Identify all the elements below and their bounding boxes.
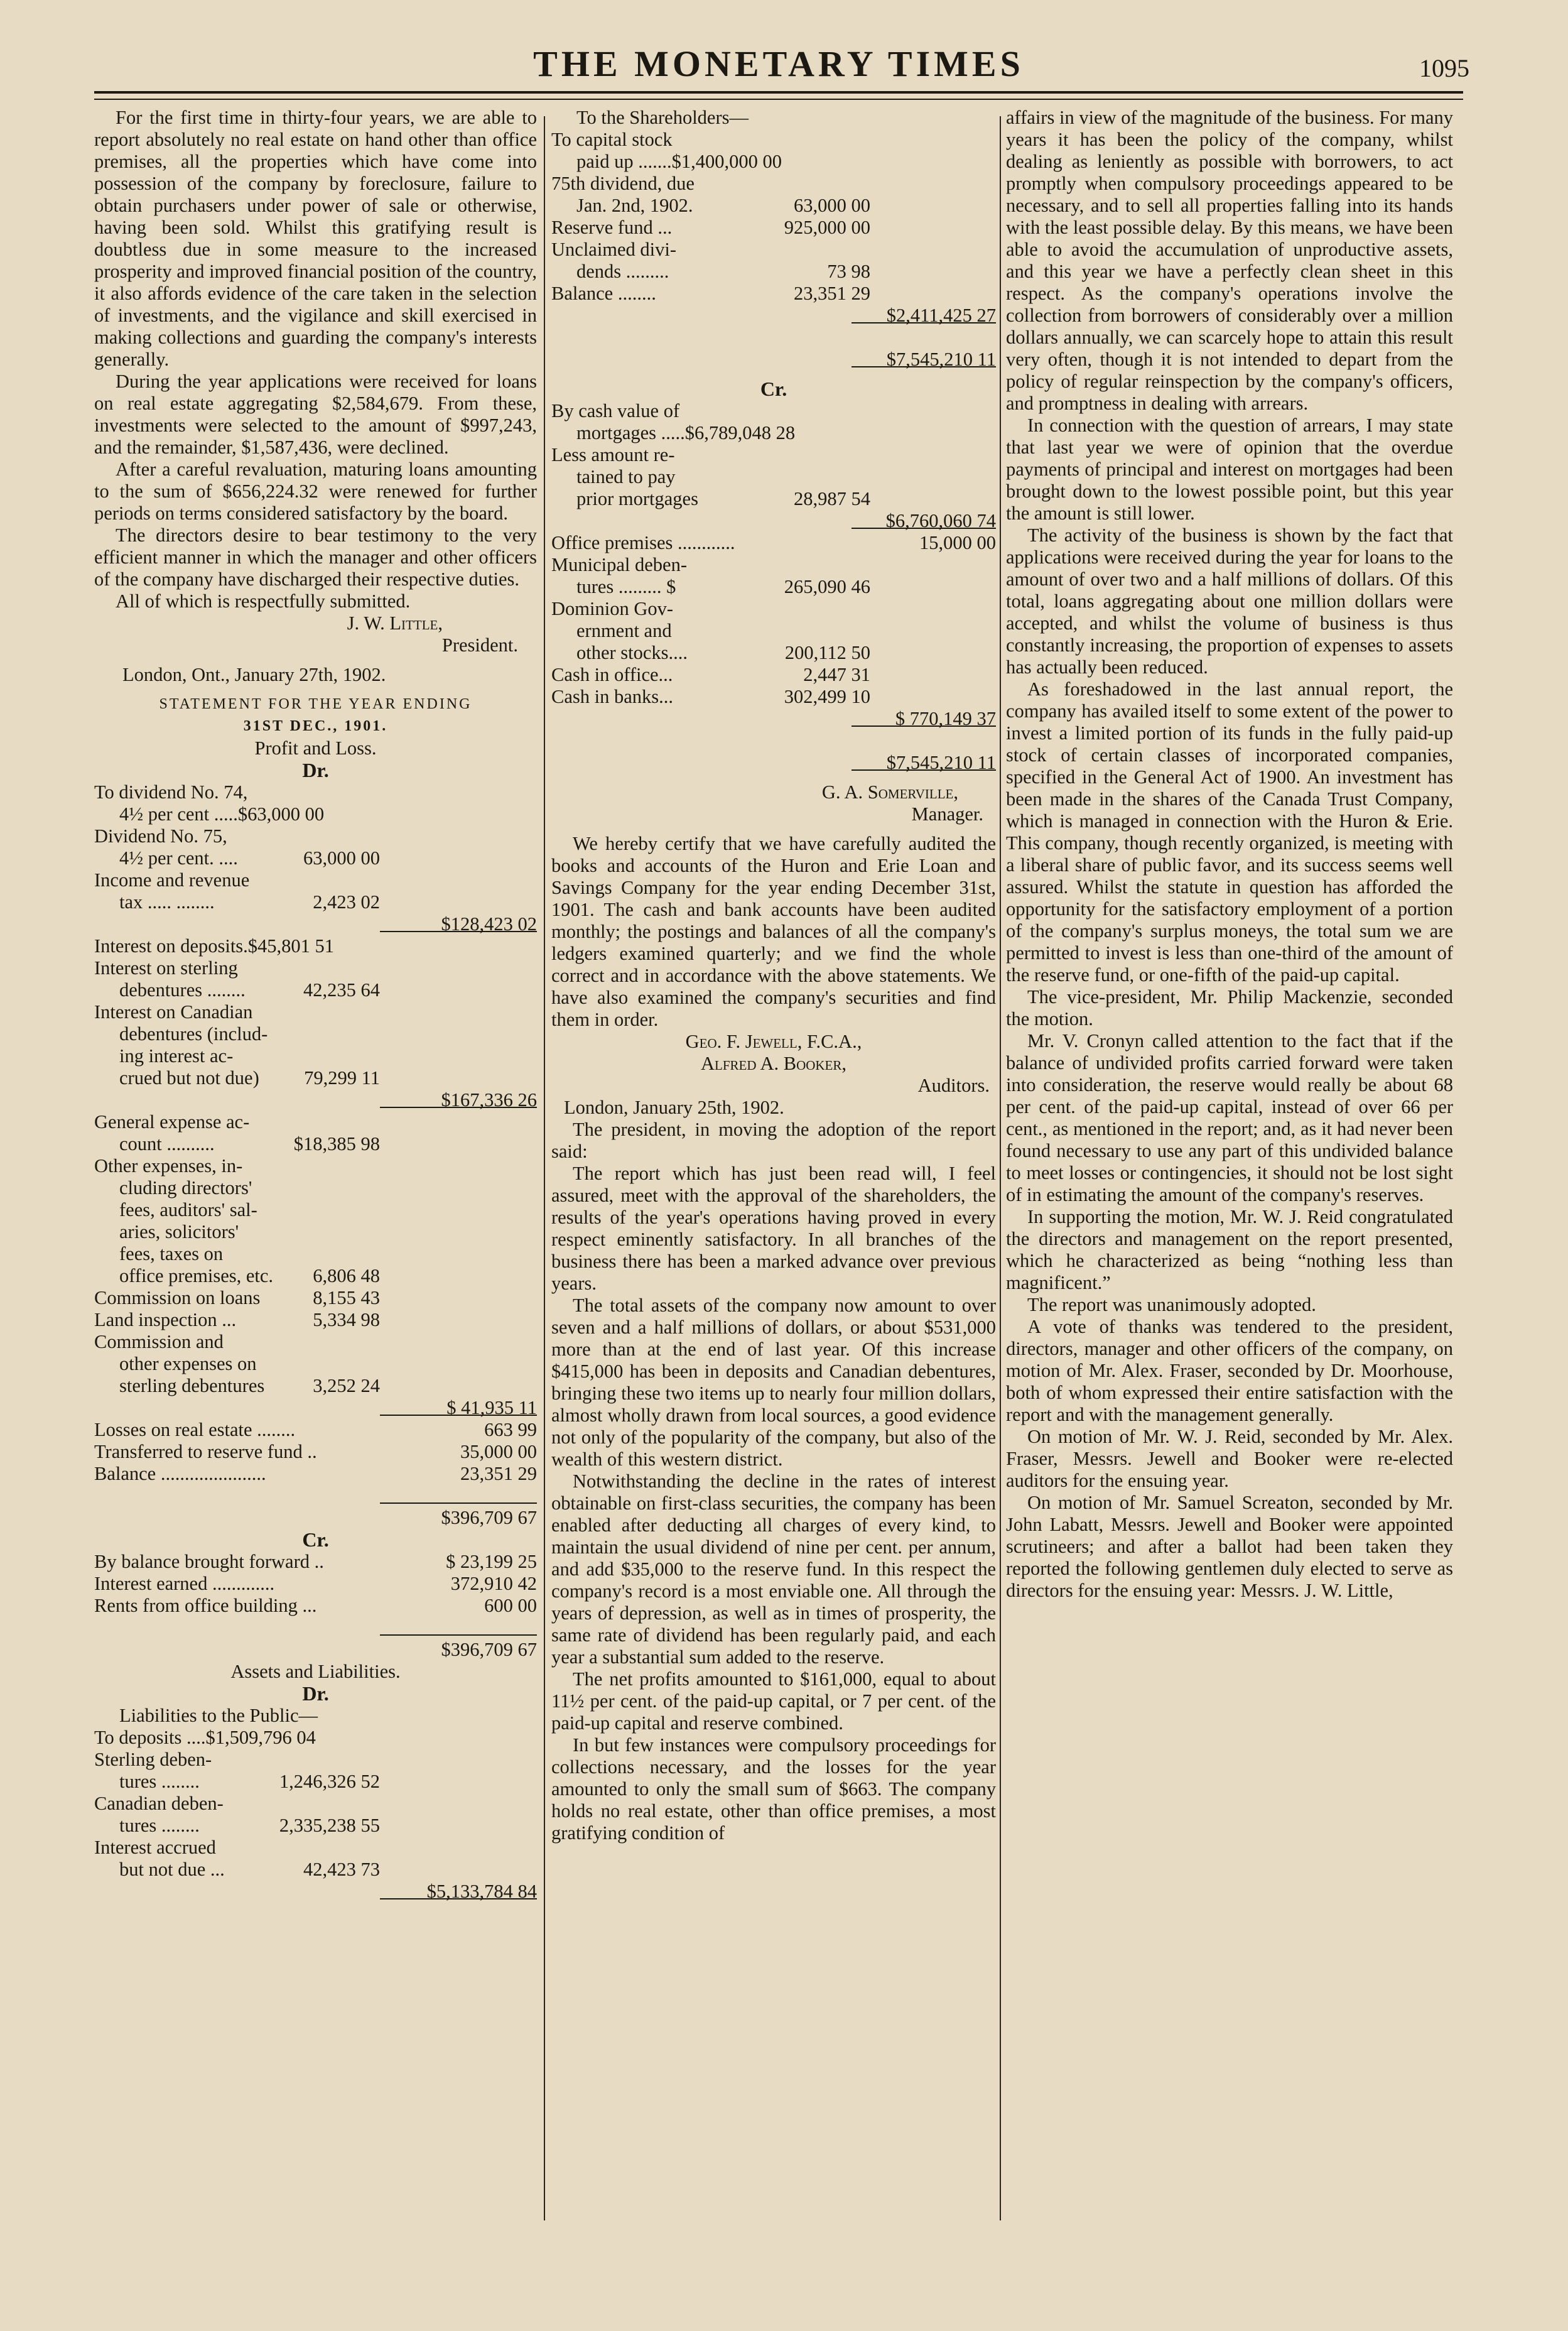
signature-title: President. xyxy=(441,634,518,656)
dateline: London, January 25th, 1902. xyxy=(564,1097,784,1118)
paragraph: During the year applications were received for loans on real estate aggregating $2,584,679. From these, investments were selected to the amount of $997,243, and the remainder, $1,587,436, were declined. xyxy=(94,371,537,458)
ledger-line xyxy=(551,173,996,195)
credit-heading: Cr. xyxy=(302,1528,329,1551)
ledger-label: Income and revenue xyxy=(94,869,250,891)
ledger-label: prior mortgages xyxy=(576,488,698,509)
ledger-line xyxy=(551,151,996,173)
ledger-line xyxy=(94,1419,537,1441)
ledger-label: 4½ per cent. .... xyxy=(119,847,238,869)
ledger-label: dends ......... xyxy=(576,261,669,282)
ledger-label: Unclaimed divi- xyxy=(551,239,677,260)
paragraph: For the first time in thirty-four years, we are able to report absolutely no real estate on hand other than office premises, all the properties which have come into possession of the company by foreclosure, failure to obtain purchasers under power of sale or otherwise, having been sold. Whilst this gratifying result is doubtless due in some measure to the increased prosperity and improved financial position of the country, it also affords evidence of the care taken in the selection of investments, and the vigilance and skill exercised in making collections and guarding the company's interests generally. xyxy=(94,107,537,370)
paragraph: In supporting the motion, Mr. W. J. Reid congratulated the directors and management on the report presented, which he characterized as being “nothing less than magnificent.” xyxy=(1006,1206,1453,1293)
ledger-line xyxy=(94,935,537,957)
ledger-label: By cash value of xyxy=(551,400,680,421)
ledger-line xyxy=(94,869,537,891)
ledger-amount: 8,155 43 xyxy=(313,1287,380,1308)
ledger-label: ernment and xyxy=(576,620,672,641)
debit-heading: Dr. xyxy=(302,759,329,781)
ledger-amount: 63,000 00 xyxy=(303,847,380,869)
ledger-label: 75th dividend, due xyxy=(551,173,695,194)
ledger-line xyxy=(551,239,996,261)
ledger-label: tained to pay xyxy=(576,466,676,487)
section-title: Assets and Liabilities. xyxy=(230,1661,401,1682)
ledger-line xyxy=(551,400,996,422)
paragraph: The report was unanimously adopted. xyxy=(1027,1294,1316,1315)
ledger-total: $5,133,784 84 xyxy=(426,1881,537,1902)
ledger-label: Other expenses, in- xyxy=(94,1155,243,1176)
ledger-label: mortgages .....$6,789,048 28 xyxy=(576,422,796,443)
header-rule xyxy=(94,91,1463,94)
ledger-line xyxy=(551,708,996,730)
paragraph: In connection with the question of arrears, I may state that last year we were of opinion that the overdue payments of principal and interest on mortgages had been brought down to the lowest possible point, but this year the amount is still lower. xyxy=(1006,415,1453,524)
section-title: Profit and Loss. xyxy=(254,737,377,759)
statement-date: 31ST DEC., 1901. xyxy=(243,718,388,734)
ledger-line xyxy=(94,1309,537,1331)
ledger-label: Municipal deben- xyxy=(551,554,687,575)
ledger-label: Canadian deben- xyxy=(94,1793,224,1814)
ledger-line xyxy=(94,1265,537,1287)
ledger-label: General expense ac- xyxy=(94,1111,250,1133)
ledger-amount: 265,090 46 xyxy=(784,576,870,597)
ledger-label: debentures ........ xyxy=(119,979,246,1001)
ledger-line xyxy=(551,620,996,642)
auditor-name: Geo. F. Jewell, F.C.A., xyxy=(685,1031,862,1052)
ledger-label: Balance ...................... xyxy=(94,1463,266,1484)
ledger-line xyxy=(94,781,537,803)
ledger-label: tax ..... ........ xyxy=(119,891,215,913)
debit-heading: Dr. xyxy=(302,1682,329,1705)
ledger-line xyxy=(551,576,996,598)
ledger-line xyxy=(94,979,537,1001)
ledger-total: $ 770,149 37 xyxy=(895,708,996,729)
paragraph: As foreshadowed in the last annual report, the company has availed itself to some extent of the power to invest a limited portion of its funds in the fully paid-up stock of certain classes of incorporated companies, specified in the General Act of 1900. An investment has been made in the shares of the Canada Trust Company, which is managed in connection with the Huron & Erie. This company, though recently organized, is meeting with a liberal share of public favor, and its success seems well assured. Whilst the statute in question has afforded the opportunity for the satisfactory employment of a portion of the company's surplus moneys, the total sum we are permitted to invest is less than one-third of the amount of the reserve fund, or one-fifth of the paid-up capital. xyxy=(1006,678,1453,986)
ledger-line xyxy=(551,444,996,466)
ledger-total: 663 99 xyxy=(484,1419,537,1440)
ledger-label: Rents from office building ... xyxy=(94,1595,317,1616)
ledger-line xyxy=(94,847,537,869)
ledger-line xyxy=(551,730,996,752)
ledger-total: $167,336 26 xyxy=(441,1089,537,1111)
ledger-label: Jan. 2nd, 1902. xyxy=(576,195,693,216)
ledger-line xyxy=(94,1089,537,1111)
ledger-label: To dividend No. 74, xyxy=(94,781,248,803)
ledger-label: sterling debentures xyxy=(119,1375,265,1396)
ledger-line xyxy=(94,1551,537,1573)
ledger-label: cluding directors' xyxy=(119,1177,252,1198)
ledger-amount: 42,235 64 xyxy=(303,979,380,1001)
ledger-line xyxy=(551,642,996,664)
ledger-line xyxy=(94,1793,537,1815)
ledger-line xyxy=(551,554,996,576)
ledger-label: Sterling deben- xyxy=(94,1749,212,1770)
paragraph: A vote of thanks was tendered to the president, directors, manager and other officers of the company, on motion of Mr. Alex. Fraser, seconded by Dr. Moorhouse, both of whom expressed their entire satisfaction with the report and with the management generally. xyxy=(1006,1316,1453,1425)
paragraph: All of which is respectfully submitted. xyxy=(116,590,411,612)
ledger-total: $7,545,210 11 xyxy=(886,752,996,773)
paragraph: On motion of Mr. W. J. Reid, seconded by Mr. Alex. Fraser, Messrs. Jewell and Booker were re-elected auditors for the ensuing year. xyxy=(1006,1426,1453,1491)
ledger-total: $ 23,199 25 xyxy=(446,1551,537,1572)
ledger-total: 23,351 29 xyxy=(460,1463,537,1484)
ledger-total: $396,709 67 xyxy=(441,1507,537,1528)
ledger-line xyxy=(94,913,537,935)
auditors-label: Auditors. xyxy=(917,1075,990,1096)
paragraph: On motion of Mr. Samuel Screaton, seconded by Mr. John Labatt, Messrs. Jewell and Booker were appointed scrutineers; and after a ballot had been taken they reported the following gentlemen duly elected to serve as directors for the ensuing year: Messrs. J. W. Little, xyxy=(1006,1492,1453,1601)
ledger-label: ing interest ac- xyxy=(119,1045,234,1067)
ledger-line xyxy=(551,349,996,371)
ledger-line xyxy=(94,1441,537,1463)
paragraph: The report which has just been read will, I feel assured, meet with the approval of the shareholders, the results of the year's operations having proved in every respect eminently satisfactory. In all branches of the business there has been a marked advance over previous years. xyxy=(551,1163,996,1294)
ledger-label: Dominion Gov- xyxy=(551,598,674,619)
ledger-line xyxy=(94,825,537,847)
ledger-table xyxy=(94,1551,537,1661)
ledger-line xyxy=(94,1133,537,1155)
paragraph: The vice-president, Mr. Philip Mackenzie, seconded the motion. xyxy=(1006,986,1453,1030)
ledger-amount: $18,385 98 xyxy=(293,1133,380,1155)
column-1 xyxy=(94,107,537,1903)
ledger-total: $396,709 67 xyxy=(441,1639,537,1660)
paragraph: After a careful revaluation, maturing loans amounting to the sum of $656,224.32 were renewed for further periods on terms considered satisfactory by the board. xyxy=(94,459,537,524)
ledger-amount: 1,246,326 52 xyxy=(279,1771,380,1792)
ledger-line xyxy=(94,1705,537,1727)
ledger-amount: 5,334 98 xyxy=(313,1309,380,1330)
ledger-label: other stocks.... xyxy=(576,642,688,663)
ledger-label: Cash in banks... xyxy=(551,686,674,707)
ledger-line xyxy=(551,686,996,708)
ledger-amount: 6,806 48 xyxy=(313,1265,380,1286)
ledger-table xyxy=(551,400,996,774)
ledger-label: Liabilities to the Public— xyxy=(119,1705,318,1726)
ledger-line xyxy=(551,466,996,488)
ledger-label: By balance brought forward .. xyxy=(94,1551,324,1572)
ledger-table xyxy=(551,107,996,371)
ledger-line xyxy=(551,327,996,349)
masthead: THE MONETARY TIMES xyxy=(533,43,1024,84)
ledger-line xyxy=(94,1639,537,1661)
ledger-label: aries, solicitors' xyxy=(119,1221,239,1242)
ledger-line xyxy=(94,1067,537,1089)
ledger-line xyxy=(94,1617,537,1639)
ledger-line xyxy=(94,1023,537,1045)
ledger-label: tures ........ xyxy=(119,1815,200,1836)
paragraph: The president, in moving the adoption of the report said: xyxy=(551,1119,996,1162)
ledger-label: Interest on sterling xyxy=(94,957,238,979)
ledger-label: Less amount re- xyxy=(551,444,675,465)
page-header xyxy=(94,31,1469,107)
ledger-line xyxy=(551,283,996,305)
ledger-label: Dividend No. 75, xyxy=(94,825,227,847)
ledger-line xyxy=(94,1881,537,1903)
ledger-line xyxy=(94,1353,537,1375)
ledger-line xyxy=(94,1221,537,1243)
ledger-amount: 73 98 xyxy=(827,261,870,282)
ledger-label: fees, auditors' sal- xyxy=(119,1199,257,1220)
ledger-line xyxy=(94,1507,537,1529)
ledger-amount: 302,499 10 xyxy=(784,686,870,707)
paragraph: Mr. V. Cronyn called attention to the fact that if the balance of undivided profits carried forward were taken into consideration, the reserve would really be about 68 per cent. of the paid-up capital, instead of over 66 per cent., as mentioned in the report; and, as it had never been found necessary to use any part of this undivided balance to meet losses or contingencies, it should not be lost sight of in estimating the amount of the company's reserves. xyxy=(1006,1030,1453,1205)
ledger-amount: 28,987 54 xyxy=(794,488,870,509)
credit-heading: Cr. xyxy=(760,378,787,400)
ledger-total: $6,760,060 74 xyxy=(885,510,996,531)
ledger-total: $ 41,935 11 xyxy=(446,1397,537,1418)
ledger-amount: 2,447 31 xyxy=(803,664,870,685)
page-number: 1095 xyxy=(1419,54,1469,82)
ledger-line xyxy=(94,1727,537,1749)
ledger-line xyxy=(551,261,996,283)
ledger-amount: 200,112 50 xyxy=(784,642,870,663)
ledger-line xyxy=(551,532,996,554)
ledger-amount: 42,423 73 xyxy=(303,1859,380,1880)
ledger-line xyxy=(551,217,996,239)
ledger-total: $7,545,210 11 xyxy=(886,349,996,370)
ledger-line xyxy=(551,305,996,327)
ledger-label: Office premises ............ xyxy=(551,532,735,553)
ledger-label: other expenses on xyxy=(119,1353,257,1374)
ledger-amount: 79,299 11 xyxy=(304,1067,380,1089)
paragraph: The activity of the business is shown by the fact that applications were received during the year for loans to the amount of over two and a half millions of dollars. Of this total, loans aggregating about one million dollars were accepted, and whilst the volume of business is thus constantly increasing, the proportion of expenses to assets has actually been reduced. xyxy=(1006,524,1453,678)
ledger-label: To deposits ....$1,509,796 04 xyxy=(94,1727,316,1748)
column-divider xyxy=(544,116,545,2220)
total-rule xyxy=(380,1502,537,1504)
ledger-line xyxy=(94,1177,537,1199)
ledger-label: Commission on loans xyxy=(94,1287,261,1308)
manager-title: Manager. xyxy=(911,803,983,825)
ledger-line xyxy=(551,488,996,510)
ledger-line xyxy=(94,891,537,913)
ledger-label: Interest on Canadian xyxy=(94,1001,253,1023)
auditor-name: Alfred A. Booker, xyxy=(700,1053,847,1074)
column-divider xyxy=(1000,116,1001,2220)
ledger-line xyxy=(551,510,996,532)
ledger-total: 15,000 00 xyxy=(919,532,996,553)
dateline: London, Ont., January 27th, 1902. xyxy=(122,664,386,685)
ledger-total: $2,411,425 27 xyxy=(886,305,996,326)
ledger-total: 372,910 42 xyxy=(450,1573,537,1594)
column-2 xyxy=(551,107,996,1844)
ledger-label: Cash in office... xyxy=(551,664,673,685)
ledger-label: Land inspection ... xyxy=(94,1309,237,1330)
ledger-label: Interest earned ............. xyxy=(94,1573,275,1594)
ledger-amount: 63,000 00 xyxy=(794,195,870,216)
ledger-line xyxy=(551,107,996,129)
ledger-label: crued but not due) xyxy=(119,1067,259,1089)
paragraph: In but few instances were compulsory proceedings for collections necessary, and the losses for the year amounted to only the small sum of $663. The company holds no real estate, other than office premises, a most gratifying condition of xyxy=(551,1734,996,1844)
column-3 xyxy=(1006,107,1453,1602)
ledger-total: 35,000 00 xyxy=(460,1441,537,1462)
paragraph: We hereby certify that we have carefully audited the books and accounts of the Huron and Erie Loan and Savings Company for the year ending December 31st, 1901. The cash and bank accounts have been audited monthly; the postings and balances of all the company's ledgers examined quarterly; and we find the whole correct and in accordance with the above statements. We have also examined the company's securities and find them in order. xyxy=(551,833,996,1030)
signature-name: J. W. Little, xyxy=(347,612,443,634)
ledger-line xyxy=(94,1859,537,1881)
ledger-line xyxy=(94,1199,537,1221)
manager-name: G. A. Somerville, xyxy=(821,781,958,803)
ledger-line xyxy=(551,422,996,444)
ledger-line xyxy=(94,1815,537,1837)
ledger-line xyxy=(94,803,537,825)
ledger-label: To capital stock xyxy=(551,129,673,150)
ledger-label: tures ........ xyxy=(119,1771,200,1792)
ledger-line xyxy=(94,1595,537,1617)
ledger-line xyxy=(94,1485,537,1507)
paragraph: Notwithstanding the decline in the rates of interest obtainable on first-class securities, the company has been enabled after deducting all charges of every kind, to maintain the usual dividend of nine per cent. per annum, and add $35,000 to the reserve fund. In this respect the company's record is a most enviable one. All through the years of depression, as well as in times of prosperity, the same rate of dividend has been regularly paid, and each year a substantial sum added to the reserve. xyxy=(551,1470,996,1668)
ledger-line xyxy=(94,1243,537,1265)
ledger-label: 4½ per cent .....$63,000 00 xyxy=(119,803,325,825)
ledger-label: Interest on deposits.$45,801 51 xyxy=(94,935,335,957)
ledger-line xyxy=(551,195,996,217)
header-rule-thin xyxy=(94,99,1463,100)
ledger-amount: 2,335,238 55 xyxy=(279,1815,380,1836)
ledger-table xyxy=(94,1705,537,1903)
ledger-line xyxy=(94,1045,537,1067)
ledger-line xyxy=(94,1287,537,1309)
ledger-label: Interest accrued xyxy=(94,1837,216,1858)
ledger-amount: 3,252 24 xyxy=(313,1375,380,1396)
ledger-label: Commission and xyxy=(94,1331,224,1352)
ledger-label: Transferred to reserve fund .. xyxy=(94,1441,317,1462)
statement-title: STATEMENT FOR THE YEAR ENDING xyxy=(159,696,472,712)
ledger-line xyxy=(94,1397,537,1419)
ledger-amount: 925,000 00 xyxy=(784,217,870,238)
paragraph: affairs in view of the magnitude of the business. For many years it has been the policy of the company, whilst dealing as leniently as possible with borrowers, to act promptly when compulsory proceedings appeared to be necessary, and to sell all properties falling into its hands with the least possible delay. By this means, we have been able to avoid the accumulation of unproductive assets, and this year we have a perfectly clean sheet in this respect. As the company's operations involve the collection from borrowers of considerably over a million dollars annually, we can scarcely hope to attain this result very often, though it is not intended to depart from the policy of regular reinspection by the company's officers, and promptness in dealing with arrears. xyxy=(1006,107,1453,414)
paragraph: The directors desire to bear testimony to the very efficient manner in which the manager and other officers of the company have discharged their respective duties. xyxy=(94,524,537,590)
ledger-label: tures ......... $ xyxy=(576,576,676,597)
ledger-line xyxy=(94,1331,537,1353)
ledger-line xyxy=(94,957,537,979)
ledger-line xyxy=(94,1771,537,1793)
ledger-label: To the Shareholders— xyxy=(576,107,749,128)
ledger-line xyxy=(551,129,996,151)
ledger-total: $128,423 02 xyxy=(441,913,537,935)
ledger-label: count .......... xyxy=(119,1133,215,1155)
ledger-label: debentures (includ- xyxy=(119,1023,268,1045)
paragraph: The total assets of the company now amount to over seven and a half millions of dollars, or about $531,000 more than at the end of last year. Of this increase $415,000 has been in deposits and Canadian debentures, bringing these two items up to nearly four million dollars, almost wholly drawn from local sources, a good evidence not only of the popularity of the company, but also of the wealth of this western district. xyxy=(551,1295,996,1470)
ledger-amount: 23,351 29 xyxy=(794,283,870,304)
ledger-label: paid up .......$1,400,000 00 xyxy=(576,151,782,172)
ledger-label: office premises, etc. xyxy=(119,1265,274,1286)
ledger-label: fees, taxes on xyxy=(119,1243,224,1264)
ledger-label: Reserve fund ... xyxy=(551,217,673,238)
ledger-line xyxy=(551,752,996,774)
ledger-line xyxy=(94,1837,537,1859)
ledger-line xyxy=(94,1155,537,1177)
ledger-line xyxy=(551,598,996,620)
ledger-line xyxy=(551,664,996,686)
ledger-line xyxy=(94,1375,537,1397)
ledger-line xyxy=(94,1001,537,1023)
ledger-line xyxy=(94,1573,537,1595)
ledger-label: Losses on real estate ........ xyxy=(94,1419,296,1440)
ledger-label: but not due ... xyxy=(119,1859,225,1880)
total-rule xyxy=(380,1634,537,1636)
ledger-table xyxy=(94,781,537,1529)
ledger-line xyxy=(94,1111,537,1133)
ledger-total: 600 00 xyxy=(484,1595,537,1616)
ledger-amount: 2,423 02 xyxy=(313,891,380,913)
ledger-label: Balance ........ xyxy=(551,283,656,304)
ledger-line xyxy=(94,1463,537,1485)
paragraph: The net profits amounted to $161,000, equal to about 11½ per cent. of the paid-up capital, or 7 per cent. of the paid-up capital and reserve combined. xyxy=(551,1668,996,1734)
ledger-line xyxy=(94,1749,537,1771)
